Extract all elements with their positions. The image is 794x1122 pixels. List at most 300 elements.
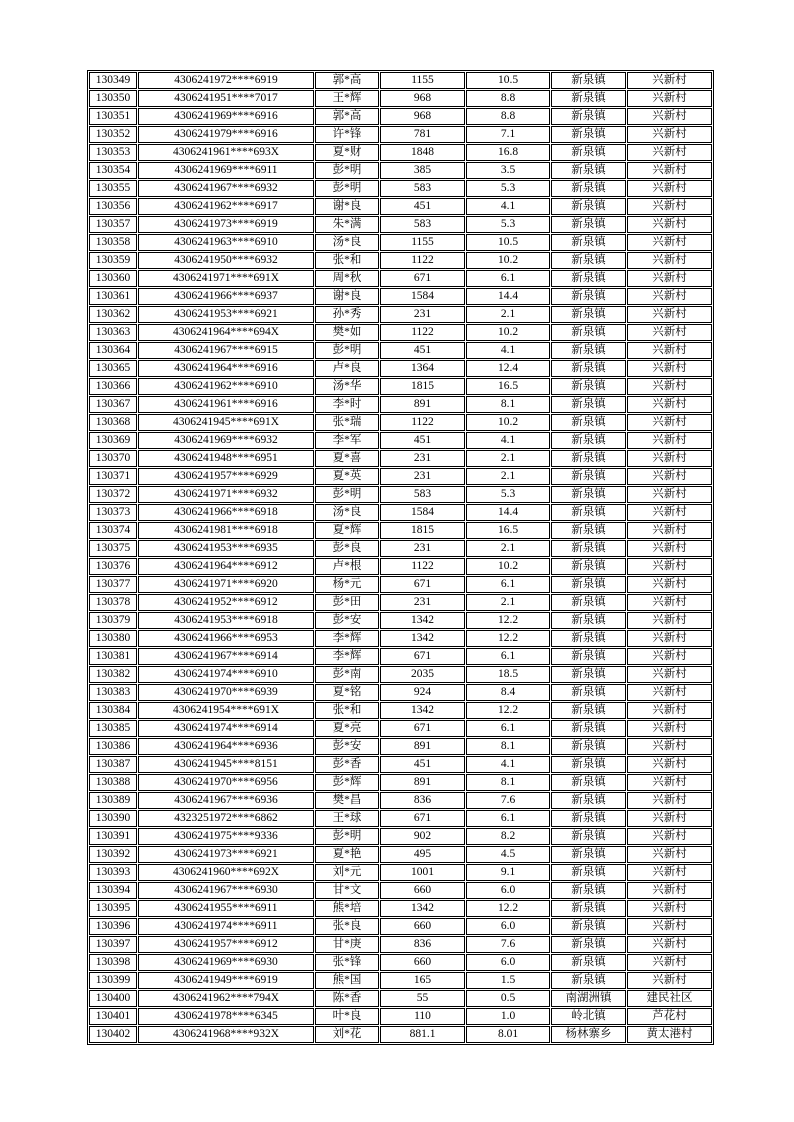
table-row (89, 414, 712, 431)
amount-cell: 968 (380, 108, 465, 125)
village-cell: 兴新村 (627, 396, 712, 413)
town-cell: 新泉镇 (551, 576, 626, 593)
table-row (89, 378, 712, 395)
table-row (89, 234, 712, 251)
town-cell: 新泉镇 (551, 936, 626, 953)
village-cell: 兴新村 (627, 846, 712, 863)
amount-cell: 924 (380, 684, 465, 701)
table-row (89, 72, 712, 89)
amount-cell: 495 (380, 846, 465, 863)
id-number-cell: 4306241969****6911 (138, 162, 314, 179)
table-row (89, 360, 712, 377)
village-cell: 兴新村 (627, 342, 712, 359)
table-row (89, 162, 712, 179)
table-row (89, 486, 712, 503)
id-number-cell: 4306241953****6935 (138, 540, 314, 557)
rate-cell: 9.1 (466, 864, 550, 881)
id-number-cell: 4306241967****6915 (138, 342, 314, 359)
town-cell: 新泉镇 (551, 432, 626, 449)
rate-cell: 6.0 (466, 954, 550, 971)
village-cell: 兴新村 (627, 414, 712, 431)
village-cell: 兴新村 (627, 972, 712, 989)
amount-cell: 2035 (380, 666, 465, 683)
town-cell: 新泉镇 (551, 72, 626, 89)
town-cell: 新泉镇 (551, 846, 626, 863)
rate-cell: 4.5 (466, 846, 550, 863)
town-cell: 新泉镇 (551, 216, 626, 233)
town-cell: 新泉镇 (551, 684, 626, 701)
name-cell: 张*锋 (315, 954, 379, 971)
village-cell: 兴新村 (627, 864, 712, 881)
serial-cell: 130371 (89, 468, 137, 485)
table-row (89, 288, 712, 305)
serial-cell: 130365 (89, 360, 137, 377)
table-row (89, 828, 712, 845)
amount-cell: 891 (380, 396, 465, 413)
rate-cell: 10.2 (466, 558, 550, 575)
id-number-cell: 4306241966****6937 (138, 288, 314, 305)
table-row (89, 108, 712, 125)
rate-cell: 1.0 (466, 1008, 550, 1025)
name-cell: 彭*安 (315, 612, 379, 629)
rate-cell: 18.5 (466, 666, 550, 683)
village-cell: 芦花村 (627, 1008, 712, 1025)
serial-cell: 130357 (89, 216, 137, 233)
serial-cell: 130382 (89, 666, 137, 683)
table-row (89, 522, 712, 539)
amount-cell: 1364 (380, 360, 465, 377)
id-number-cell: 4306241962****794X (138, 990, 314, 1007)
name-cell: 许*锋 (315, 126, 379, 143)
id-number-cell: 4306241974****6914 (138, 720, 314, 737)
table-row (89, 342, 712, 359)
town-cell: 新泉镇 (551, 702, 626, 719)
table-row (89, 612, 712, 629)
village-cell: 兴新村 (627, 288, 712, 305)
village-cell: 兴新村 (627, 486, 712, 503)
village-cell: 兴新村 (627, 594, 712, 611)
amount-cell: 891 (380, 738, 465, 755)
town-cell: 新泉镇 (551, 324, 626, 341)
town-cell: 新泉镇 (551, 396, 626, 413)
rate-cell: 6.1 (466, 720, 550, 737)
name-cell: 夏*亮 (315, 720, 379, 737)
name-cell: 夏*辉 (315, 522, 379, 539)
id-number-cell: 4306241973****6921 (138, 846, 314, 863)
rate-cell: 4.1 (466, 342, 550, 359)
name-cell: 甘*文 (315, 882, 379, 899)
name-cell: 樊*如 (315, 324, 379, 341)
table-row (89, 324, 712, 341)
name-cell: 张*瑞 (315, 414, 379, 431)
name-cell: 彭*香 (315, 756, 379, 773)
id-number-cell: 4306241960****692X (138, 864, 314, 881)
amount-cell: 55 (380, 990, 465, 1007)
town-cell: 新泉镇 (551, 612, 626, 629)
serial-cell: 130364 (89, 342, 137, 359)
name-cell: 熊*培 (315, 900, 379, 917)
id-number-cell: 4306241952****6912 (138, 594, 314, 611)
town-cell: 新泉镇 (551, 972, 626, 989)
rate-cell: 10.2 (466, 414, 550, 431)
id-number-cell: 4306241963****6910 (138, 234, 314, 251)
rate-cell: 12.4 (466, 360, 550, 377)
town-cell: 岭北镇 (551, 1008, 626, 1025)
town-cell: 新泉镇 (551, 126, 626, 143)
table-row (89, 396, 712, 413)
serial-cell: 130380 (89, 630, 137, 647)
table-row (89, 684, 712, 701)
table-row (89, 468, 712, 485)
amount-cell: 881.1 (380, 1026, 465, 1043)
rate-cell: 14.4 (466, 288, 550, 305)
rate-cell: 8.01 (466, 1026, 550, 1043)
town-cell: 新泉镇 (551, 594, 626, 611)
village-cell: 兴新村 (627, 522, 712, 539)
town-cell: 新泉镇 (551, 378, 626, 395)
id-number-cell: 4306241969****6916 (138, 108, 314, 125)
name-cell: 夏*艳 (315, 846, 379, 863)
amount-cell: 583 (380, 486, 465, 503)
id-number-cell: 4306241953****6921 (138, 306, 314, 323)
serial-cell: 130372 (89, 486, 137, 503)
serial-cell: 130402 (89, 1026, 137, 1043)
id-number-cell: 4306241967****6936 (138, 792, 314, 809)
serial-cell: 130381 (89, 648, 137, 665)
town-cell: 新泉镇 (551, 450, 626, 467)
village-cell: 兴新村 (627, 774, 712, 791)
rate-cell: 16.5 (466, 522, 550, 539)
rate-cell: 10.5 (466, 72, 550, 89)
id-number-cell: 4306241962****6917 (138, 198, 314, 215)
id-number-cell: 4306241969****6932 (138, 432, 314, 449)
name-cell: 汤*良 (315, 504, 379, 521)
rate-cell: 16.5 (466, 378, 550, 395)
table-row (89, 954, 712, 971)
town-cell: 新泉镇 (551, 738, 626, 755)
table-row (89, 702, 712, 719)
id-number-cell: 4306241964****6936 (138, 738, 314, 755)
village-cell: 黄太港村 (627, 1026, 712, 1043)
serial-cell: 130368 (89, 414, 137, 431)
name-cell: 彭*明 (315, 342, 379, 359)
serial-cell: 130392 (89, 846, 137, 863)
name-cell: 刘*元 (315, 864, 379, 881)
town-cell: 新泉镇 (551, 270, 626, 287)
amount-cell: 1122 (380, 252, 465, 269)
village-cell: 兴新村 (627, 954, 712, 971)
amount-cell: 1342 (380, 630, 465, 647)
name-cell: 谢*良 (315, 198, 379, 215)
id-number-cell: 4306241945****691X (138, 414, 314, 431)
name-cell: 彭*辉 (315, 774, 379, 791)
name-cell: 彭*明 (315, 162, 379, 179)
table-row (89, 144, 712, 161)
village-cell: 兴新村 (627, 648, 712, 665)
rate-cell: 10.5 (466, 234, 550, 251)
table-row (89, 648, 712, 665)
rate-cell: 2.1 (466, 594, 550, 611)
village-cell: 兴新村 (627, 450, 712, 467)
rate-cell: 8.1 (466, 738, 550, 755)
amount-cell: 968 (380, 90, 465, 107)
name-cell: 彭*明 (315, 828, 379, 845)
serial-cell: 130393 (89, 864, 137, 881)
rate-cell: 12.2 (466, 630, 550, 647)
name-cell: 谢*良 (315, 288, 379, 305)
table-row (89, 576, 712, 593)
village-cell: 兴新村 (627, 828, 712, 845)
rate-cell: 6.1 (466, 576, 550, 593)
village-cell: 兴新村 (627, 936, 712, 953)
table-row (89, 936, 712, 953)
amount-cell: 231 (380, 468, 465, 485)
serial-cell: 130400 (89, 990, 137, 1007)
amount-cell: 1342 (380, 900, 465, 917)
id-number-cell: 4306241948****6951 (138, 450, 314, 467)
serial-cell: 130374 (89, 522, 137, 539)
town-cell: 新泉镇 (551, 774, 626, 791)
id-number-cell: 4306241964****694X (138, 324, 314, 341)
rate-cell: 12.2 (466, 702, 550, 719)
amount-cell: 671 (380, 720, 465, 737)
rate-cell: 2.1 (466, 468, 550, 485)
table-row (89, 252, 712, 269)
id-number-cell: 4306241972****6919 (138, 72, 314, 89)
id-number-cell: 4306241961****693X (138, 144, 314, 161)
name-cell: 孙*秀 (315, 306, 379, 323)
table-row (89, 720, 712, 737)
rate-cell: 8.4 (466, 684, 550, 701)
table-row (89, 990, 712, 1007)
amount-cell: 781 (380, 126, 465, 143)
rate-cell: 0.5 (466, 990, 550, 1007)
name-cell: 李*时 (315, 396, 379, 413)
serial-cell: 130353 (89, 144, 137, 161)
serial-cell: 130384 (89, 702, 137, 719)
name-cell: 彭*良 (315, 540, 379, 557)
table-row (89, 882, 712, 899)
id-number-cell: 4306241950****6932 (138, 252, 314, 269)
rate-cell: 6.1 (466, 648, 550, 665)
serial-cell: 130360 (89, 270, 137, 287)
town-cell: 新泉镇 (551, 108, 626, 125)
id-number-cell: 4306241955****6911 (138, 900, 314, 917)
rate-cell: 4.1 (466, 432, 550, 449)
serial-cell: 130354 (89, 162, 137, 179)
rate-cell: 12.2 (466, 612, 550, 629)
name-cell: 彭*安 (315, 738, 379, 755)
serial-cell: 130398 (89, 954, 137, 971)
serial-cell: 130390 (89, 810, 137, 827)
rate-cell: 7.1 (466, 126, 550, 143)
village-cell: 兴新村 (627, 162, 712, 179)
amount-cell: 671 (380, 648, 465, 665)
town-cell: 新泉镇 (551, 252, 626, 269)
amount-cell: 1848 (380, 144, 465, 161)
amount-cell: 451 (380, 432, 465, 449)
table-row (89, 774, 712, 791)
rate-cell: 7.6 (466, 936, 550, 953)
rate-cell: 8.8 (466, 108, 550, 125)
village-cell: 兴新村 (627, 180, 712, 197)
table-row (89, 432, 712, 449)
town-cell: 新泉镇 (551, 954, 626, 971)
name-cell: 张*和 (315, 702, 379, 719)
amount-cell: 165 (380, 972, 465, 989)
village-cell: 兴新村 (627, 378, 712, 395)
serial-cell: 130401 (89, 1008, 137, 1025)
village-cell: 兴新村 (627, 684, 712, 701)
village-cell: 兴新村 (627, 306, 712, 323)
records-table (87, 70, 714, 1045)
rate-cell: 4.1 (466, 756, 550, 773)
amount-cell: 583 (380, 216, 465, 233)
rate-cell: 10.2 (466, 252, 550, 269)
village-cell: 建民社区 (627, 990, 712, 1007)
records-table-body (89, 72, 712, 1043)
town-cell: 新泉镇 (551, 828, 626, 845)
town-cell: 新泉镇 (551, 522, 626, 539)
serial-cell: 130373 (89, 504, 137, 521)
id-number-cell: 4306241970****6956 (138, 774, 314, 791)
id-number-cell: 4306241975****9336 (138, 828, 314, 845)
town-cell: 新泉镇 (551, 882, 626, 899)
serial-cell: 130352 (89, 126, 137, 143)
town-cell: 新泉镇 (551, 198, 626, 215)
name-cell: 彭*南 (315, 666, 379, 683)
town-cell: 新泉镇 (551, 414, 626, 431)
id-number-cell: 4306241966****6953 (138, 630, 314, 647)
serial-cell: 130351 (89, 108, 137, 125)
town-cell: 新泉镇 (551, 756, 626, 773)
id-number-cell: 4306241973****6919 (138, 216, 314, 233)
village-cell: 兴新村 (627, 882, 712, 899)
rate-cell: 3.5 (466, 162, 550, 179)
name-cell: 卢*良 (315, 360, 379, 377)
serial-cell: 130377 (89, 576, 137, 593)
town-cell: 新泉镇 (551, 864, 626, 881)
amount-cell: 451 (380, 198, 465, 215)
town-cell: 新泉镇 (551, 720, 626, 737)
table-row (89, 216, 712, 233)
amount-cell: 671 (380, 576, 465, 593)
name-cell: 叶*良 (315, 1008, 379, 1025)
id-number-cell: 4306241964****6912 (138, 558, 314, 575)
name-cell: 卢*根 (315, 558, 379, 575)
name-cell: 彭*明 (315, 180, 379, 197)
serial-cell: 130389 (89, 792, 137, 809)
id-number-cell: 4306241957****6929 (138, 468, 314, 485)
town-cell: 新泉镇 (551, 360, 626, 377)
town-cell: 新泉镇 (551, 162, 626, 179)
town-cell: 新泉镇 (551, 792, 626, 809)
village-cell: 兴新村 (627, 252, 712, 269)
serial-cell: 130397 (89, 936, 137, 953)
id-number-cell: 4306241967****6930 (138, 882, 314, 899)
id-number-cell: 4306241967****6914 (138, 648, 314, 665)
town-cell: 新泉镇 (551, 504, 626, 521)
table-row (89, 738, 712, 755)
serial-cell: 130388 (89, 774, 137, 791)
amount-cell: 836 (380, 792, 465, 809)
village-cell: 兴新村 (627, 504, 712, 521)
village-cell: 兴新村 (627, 900, 712, 917)
id-number-cell: 4306241957****6912 (138, 936, 314, 953)
village-cell: 兴新村 (627, 126, 712, 143)
amount-cell: 385 (380, 162, 465, 179)
serial-cell: 130387 (89, 756, 137, 773)
table-row (89, 756, 712, 773)
serial-cell: 130396 (89, 918, 137, 935)
town-cell: 新泉镇 (551, 90, 626, 107)
name-cell: 李*军 (315, 432, 379, 449)
rate-cell: 2.1 (466, 540, 550, 557)
village-cell: 兴新村 (627, 72, 712, 89)
name-cell: 夏*铭 (315, 684, 379, 701)
town-cell: 新泉镇 (551, 648, 626, 665)
amount-cell: 1122 (380, 414, 465, 431)
village-cell: 兴新村 (627, 666, 712, 683)
serial-cell: 130386 (89, 738, 137, 755)
id-number-cell: 4306241974****6911 (138, 918, 314, 935)
table-row (89, 90, 712, 107)
amount-cell: 1342 (380, 702, 465, 719)
serial-cell: 130383 (89, 684, 137, 701)
id-number-cell: 4306241954****691X (138, 702, 314, 719)
amount-cell: 660 (380, 882, 465, 899)
name-cell: 张*和 (315, 252, 379, 269)
town-cell: 新泉镇 (551, 558, 626, 575)
serial-cell: 130391 (89, 828, 137, 845)
name-cell: 彭*明 (315, 486, 379, 503)
table-row (89, 450, 712, 467)
rate-cell: 6.1 (466, 270, 550, 287)
name-cell: 陈*香 (315, 990, 379, 1007)
rate-cell: 6.0 (466, 882, 550, 899)
rate-cell: 2.1 (466, 306, 550, 323)
amount-cell: 902 (380, 828, 465, 845)
id-number-cell: 4306241966****6918 (138, 504, 314, 521)
id-number-cell: 4306241951****7017 (138, 90, 314, 107)
village-cell: 兴新村 (627, 108, 712, 125)
table-row (89, 1008, 712, 1025)
village-cell: 兴新村 (627, 756, 712, 773)
amount-cell: 671 (380, 810, 465, 827)
table-row (89, 666, 712, 683)
amount-cell: 231 (380, 306, 465, 323)
id-number-cell: 4306241962****6910 (138, 378, 314, 395)
village-cell: 兴新村 (627, 918, 712, 935)
village-cell: 兴新村 (627, 468, 712, 485)
table-row (89, 540, 712, 557)
serial-cell: 130355 (89, 180, 137, 197)
amount-cell: 1155 (380, 72, 465, 89)
amount-cell: 891 (380, 774, 465, 791)
name-cell: 郭*高 (315, 72, 379, 89)
village-cell: 兴新村 (627, 234, 712, 251)
name-cell: 杨*元 (315, 576, 379, 593)
serial-cell: 130361 (89, 288, 137, 305)
village-cell: 兴新村 (627, 720, 712, 737)
amount-cell: 1342 (380, 612, 465, 629)
village-cell: 兴新村 (627, 792, 712, 809)
amount-cell: 1584 (380, 288, 465, 305)
amount-cell: 451 (380, 342, 465, 359)
serial-cell: 130349 (89, 72, 137, 89)
id-number-cell: 4306241971****6932 (138, 486, 314, 503)
name-cell: 彭*田 (315, 594, 379, 611)
